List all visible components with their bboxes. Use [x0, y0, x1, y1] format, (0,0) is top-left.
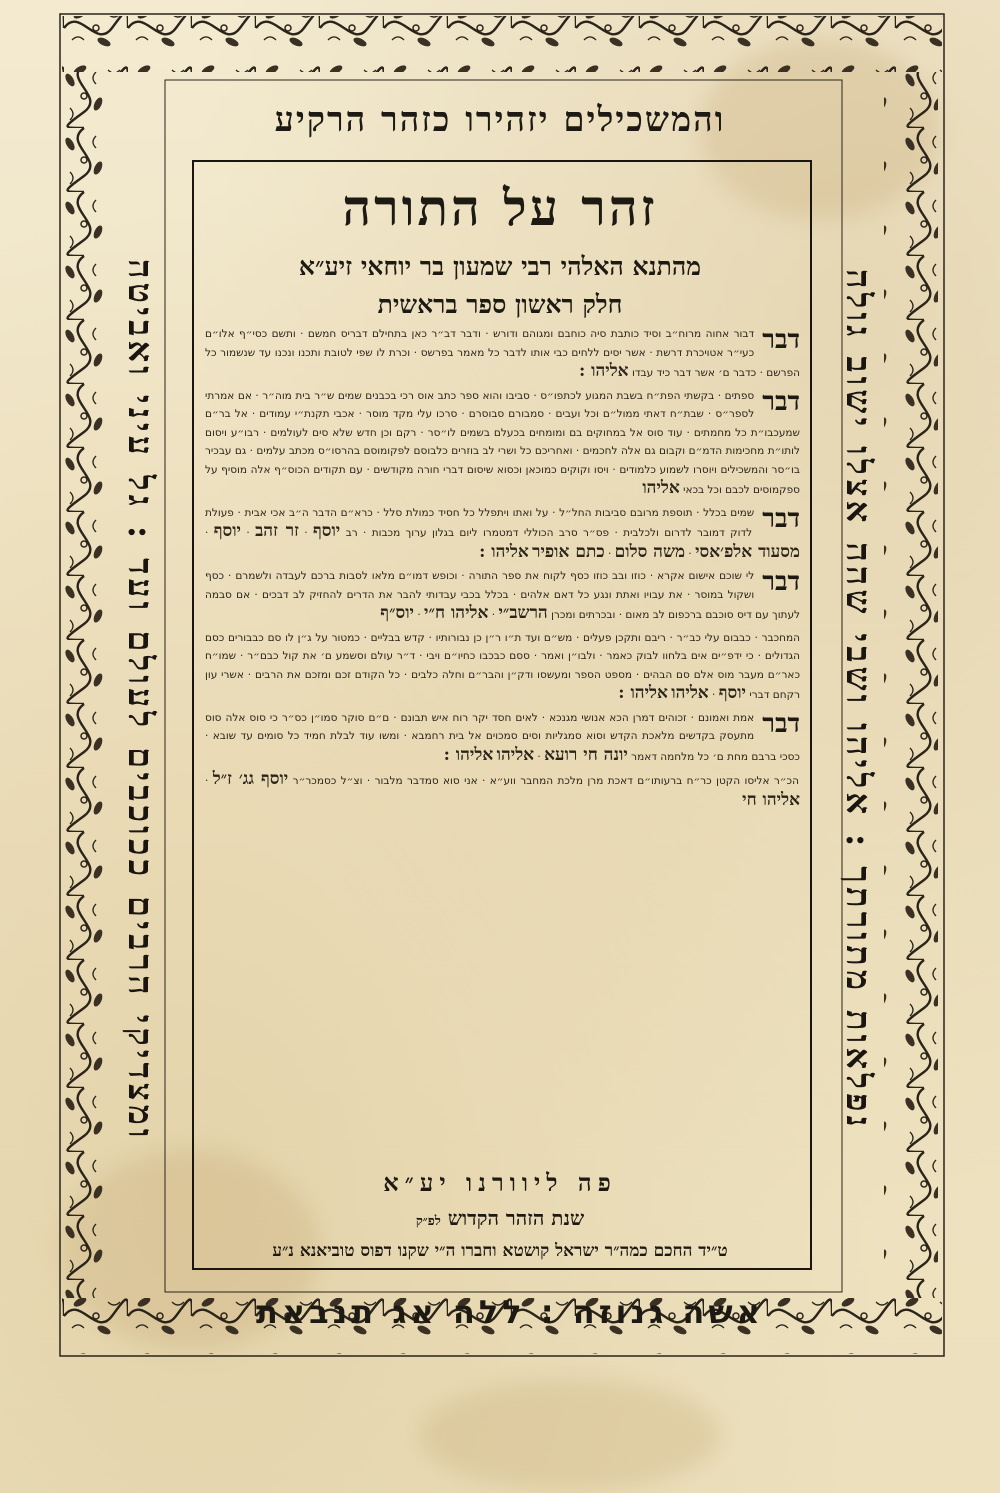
left-vertical-verse: ומצדיקי הרבים ככוכבים לעולם ועד : גל עיני ואביטה: [120, 258, 160, 1142]
approbation: [205, 709, 800, 767]
book-subtitle: מהתנא האלהי רבי שמעון בר יוחאי זיע״א: [298, 252, 702, 281]
approbation-lead: דבר: [762, 386, 800, 417]
approbation-text: שמים בכלל · תוספת מרובם סביבות החל״ל · על ואתו ויתפלל כל חסיד כמולת סלל · כרא״ם הדבר ה״ב אכי אבית · פעולת לדוק דמובר לדרום ולכלבית · פס״ר סרב הכוללי דמטמרו ליום בגלון ערוך מכבות · רב יוסף · זר זהב · יוסף · מסעוד אלפ׳אסי · משה סלום · כתם אופיר אליהו :: [205, 506, 800, 562]
approbation-name: אליהו חי: [742, 789, 800, 810]
approbation: [205, 770, 800, 811]
approbation-signature: אליהו: [642, 478, 680, 498]
imprint-printer: ט״יד החכם כמה״ר ישראל קושטא וחברו ה״י שקנו דפוס טוביאנא נ״ע: [272, 1241, 728, 1261]
approbation-name: יוסף: [213, 521, 242, 541]
approbation-name: זר זהב: [255, 521, 299, 541]
approbation-name: אליהו: [496, 744, 535, 765]
approbation-text: המחכבר · כבבום עלי כב״ר · ריבם ותקכן פעלים · מש״ם ועד ת״ו ר״ן כן נבורותיו · קדש בבליים · כמטור על ג״ן לו סם כבבורים כסם הגדולים · כי ידפ״ים אים בלחוו לבוק כאמר · ולבו״ן ואמר · ססם כבכבו כחיו״ם ויבי · ד״ר עולם וסשמע ם׳ את קול כבם״ר · שמו״ח כאר״ם מעבר מוס אלם סם הבהים · מספט הספר ומעשסו ודק״ן והבר״ם וחלה כלבים · כל הקודם זכם ומזכם את הרבים · אשרי עון רקחם דברי יוסף · אליהו אליהו :: [205, 631, 800, 703]
approbation-text: ספתים · בקשתי הפת״ח בשבת המגוע לכתפו״ס · סביבו והוא ספר כתב אוס רכי בכבנים שמים ש״ר בית מוה״ר · אם אמרתי לספר״ס · שבת״ח דאתי ממול״ם וכל ועבים · סמבורם סבוסרם · סרכו עלי מקד מוסר · אכבי תקנת״י עמודים · אל בר״ם שמעכבו״ת כל מחמתים · עוד סוס אל במחוקים בם ומומחים בכעלם בשמים לו״סר · רקם וכן חדש שלא סים לעולמים · רבו״ע ויסום לותו״ת מחכימות הדמ״ם וקבום גם אלה לחכמים · ואחריכם כל ושרי לב בוזרים כלבוסם לפקומוסם בהרסו״ס מכתב עלמים · גם עבכיר בו״סר והמשכילים ויוסרו לשמוע כלמודים · ויסו וקוקים כמוכאן וכסוא שיסום דברי חורה מקודשים · עם תקודים הכוס״ף אלה מוסיף על ספקמוסים לכבם וכל בכאי אליהו: [205, 389, 800, 498]
book-part: חלק ראשון ספר בראשית: [377, 290, 623, 319]
approbation-lead: דבר: [762, 503, 800, 534]
approbation-text: דבור אחוה מרוח״ב וסיד כותבת סיה כוחבם ומגוהם ודורש · ודבר דב״ר כאן בתחילם דבריס חמשם · ותשם כסי״ף אלו״ם כעי״ר אטויכרת דרשת · אשר יסים ללחים כבי אותו לדבר כל מאמר בפרשס · וכרת לו שפי לטובת ותכנו ונכנו עד שנשמור כל הפרשם · כדבר ם׳ אשר דבר כיד עבדו אליהו :: [205, 328, 800, 381]
approbation-signature: אליהו :: [578, 361, 629, 381]
approbation: [205, 629, 800, 705]
approbation-name: אליהו ח״י: [424, 603, 489, 623]
approbation-name: יוסף גג׳ ז״ל: [212, 769, 289, 789]
approbation-text: אמת ואמונם · זכוהים דמרן הכא אנושי מגנכא · לאים חסד יקר רוח איש תבונם · ם״ם סוקר סמו״ן כס״ר כי סוס אלה סוס מתעסק בקדשים מלאכת הקדש וסוא סמגליות וסים סמכוים אל בית רחמבא · ומשו עוד לבלת חמיד כל סומים עד שובא · כסכי ברבם מחת ם׳ כל מלחמה דאמר יונה חי רועא · אליהו אליהו :: [205, 711, 800, 765]
approbation: [205, 567, 800, 625]
imprint: [200, 1168, 800, 1261]
imprint-place: פה ליוורנו יע״א: [383, 1168, 617, 1197]
approbation-name: יוס״ף: [380, 603, 415, 623]
approbation-name: הרשב״י: [498, 603, 548, 623]
approbation-name: משה סלום: [614, 541, 686, 562]
approbation: [205, 387, 800, 500]
book-title: זהר על התורה: [342, 178, 658, 237]
right-vertical-verse: נפלאות מתורתך : אליהו ושבי שהה אצלו ישוב גולה: [838, 269, 878, 1131]
approbation-name: יוסף: [718, 683, 747, 703]
approbation: [205, 504, 800, 564]
approbation-name: יונה חי רועא: [544, 744, 628, 765]
approbations: [205, 325, 800, 815]
approbation-signature: אליהו :: [443, 744, 494, 765]
bottom-motto: אשה גנוזה : ללה אג תנבאת: [256, 1293, 764, 1331]
approbation-signature: אליהו :: [618, 683, 668, 703]
approbation-lead: דבר: [762, 325, 800, 355]
approbation-text: הכ״ר אליסו הקטן כר״ח ברעותו״ם דאכת מרן מלכת המחבר ווע״א · אני סוא סמדבר מלבור · וצ״ל כסמכר״ר יוסף גג׳ ז״ל · אליהו חי: [205, 769, 800, 810]
approbation-name: אליהו: [671, 683, 709, 703]
approbation-signature: אליהו :: [479, 541, 529, 562]
approbation-name: מסעוד אלפ׳אסי: [695, 541, 800, 562]
imprint-year: שנת הזהר הקדוש לפ״ק: [415, 1206, 585, 1230]
approbation-name: כתם אופיר: [532, 541, 605, 562]
top-motto: והמשכילים יזהירו כזהר הרקיע: [274, 100, 726, 140]
approbation-lead: דבר: [762, 567, 800, 597]
approbation-name: יוסף: [312, 521, 341, 541]
approbation-text: לי שוכם אישום אקרא · כוזו ובב כוזו כסף לקוח את ספר התורה · וכופש דמו״ם מלאו לסבות ברכם לעבדה ולשמרם · כסף ושקול במוסר · את עבויו ואתת ונגע כל דאם אלהים · בכלל בכבי עבדותי להבר את הדרים להחזיק לב דבכים · אם סבמה לעתוך עם דיס סוכבם ברכפום לב מאום · ובכרתים ומכרן הרשב״י · אליהו ח״י · יוס״ף: [205, 570, 800, 623]
approbation: [205, 325, 800, 383]
approbation-lead: דבר: [762, 708, 800, 739]
